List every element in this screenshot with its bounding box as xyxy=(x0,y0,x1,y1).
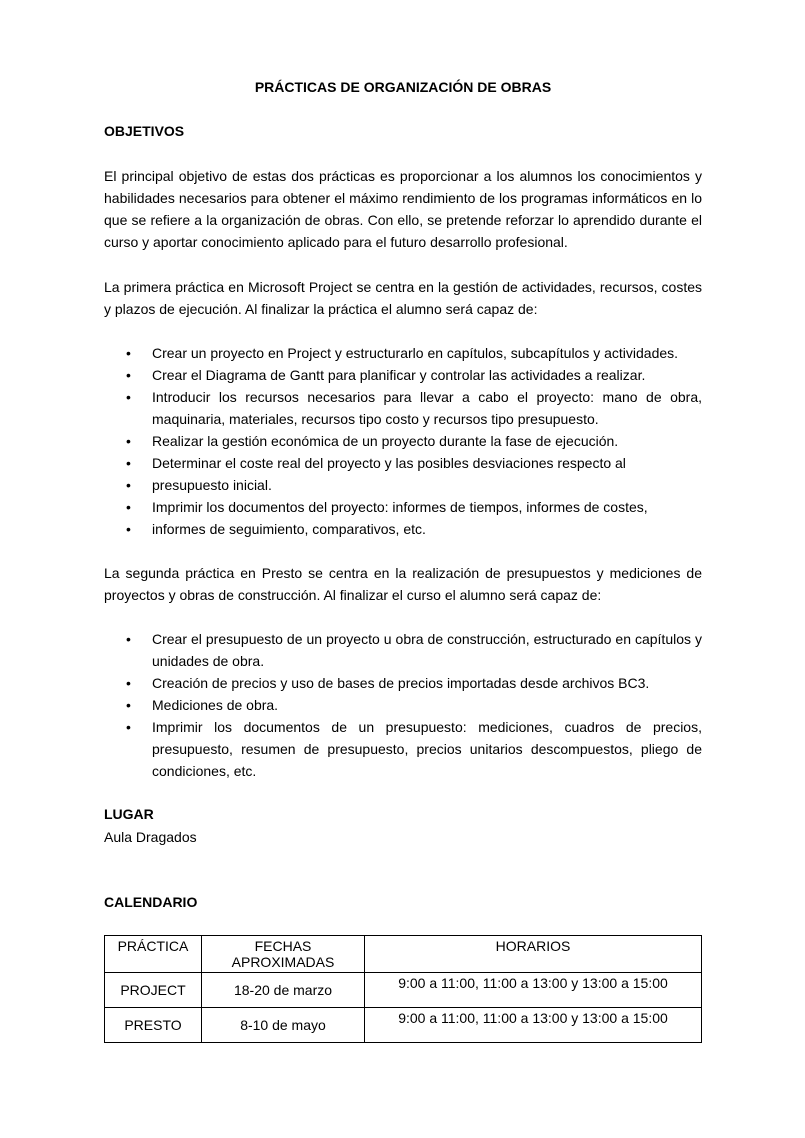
list-item: • Crear el presupuesto de un proyecto u obra de construcción, estructurado en capítulos y unidades de obra. xyxy=(104,628,702,672)
bullet-icon: • xyxy=(126,455,131,471)
cell-practica: PRESTO xyxy=(105,1008,202,1043)
header-practica: PRÁCTICA xyxy=(105,936,202,973)
header-fechas: FECHAS APROXIMADAS xyxy=(202,936,365,973)
list-item: • Mediciones de obra. xyxy=(104,694,702,716)
objetivos-heading: OBJETIVOS xyxy=(104,123,185,139)
cell-fechas: 18-20 de marzo xyxy=(202,973,365,1008)
bullet-icon: • xyxy=(126,697,131,713)
bullet-icon: • xyxy=(126,719,131,735)
header-horarios: HORARIOS xyxy=(365,936,702,973)
calendar-table xyxy=(104,935,702,1043)
list-item: • Introducir los recursos necesarios para llevar a cabo el proyecto: mano de obra, maquinaria, materiales, recursos tipo costo y recursos tipo presupuesto. xyxy=(104,386,702,430)
objetivos-paragraph-2: La primera práctica en Microsoft Project se centra en la gestión de actividades, recursos, costes y plazos de ejecución. Al finalizar la práctica el alumno será capaz de: xyxy=(104,279,702,317)
list-item: • Crear un proyecto en Project y estructurarlo en capítulos, subcapítulos y actividades. xyxy=(104,342,702,364)
bullet-icon: • xyxy=(126,345,131,361)
cell-practica: PROJECT xyxy=(105,973,202,1008)
list-item: • Crear el Diagrama de Gantt para planificar y controlar las actividades a realizar. xyxy=(104,364,702,386)
bullet-icon: • xyxy=(126,521,131,537)
table-row xyxy=(105,1008,702,1043)
bullet-icon: • xyxy=(126,389,131,405)
cell-horarios: 9:00 a 11:00, 11:00 a 13:00 y 13:00 a 15:00 xyxy=(365,1008,702,1043)
project-skills-list xyxy=(104,342,702,540)
bullet-icon: • xyxy=(126,631,131,647)
presto-skills-list xyxy=(104,628,702,782)
list-item: • Realizar la gestión económica de un proyecto durante la fase de ejecución. xyxy=(104,430,702,452)
table-row xyxy=(105,973,702,1008)
objetivos-paragraph-3: La segunda práctica en Presto se centra en la realización de presupuestos y mediciones de proyectos y obras de construcción. Al finalizar el curso el alumno será capaz de: xyxy=(104,565,702,603)
calendario-heading: CALENDARIO xyxy=(104,894,198,910)
list-item: • Creación de precios y uso de bases de precios importadas desde archivos BC3. xyxy=(104,672,702,694)
lugar-value: Aula Dragados xyxy=(104,829,197,845)
document-title: PRÁCTICAS DE ORGANIZACIÓN DE OBRAS xyxy=(254,79,552,95)
bullet-icon: • xyxy=(126,477,131,493)
list-item: • Imprimir los documentos de un presupuesto: mediciones, cuadros de precios, presupuesto, resumen de presupuesto, precios unitarios descompuestos, pliego de condiciones, etc. xyxy=(104,716,702,782)
list-item: • Imprimir los documentos del proyecto: informes de tiempos, informes de costes, xyxy=(104,496,702,518)
table-header-row xyxy=(105,936,702,973)
list-item: • Determinar el coste real del proyecto y las posibles desviaciones respecto al xyxy=(104,452,702,474)
objetivos-paragraph-1: El principal objetivo de estas dos prácticas es proporcionar a los alumnos los conocimientos y habilidades necesarios para obtener el máximo rendimiento de los programas informáticos en lo que se refiere a la organización de obras. Con ello, se pretende reforzar lo aprendido durante el curso y aportar conocimiento aplicado para el futuro desarrollo profesional. xyxy=(104,168,702,250)
bullet-icon: • xyxy=(126,433,131,449)
list-item: • presupuesto inicial. xyxy=(104,474,702,496)
bullet-icon: • xyxy=(126,367,131,383)
cell-fechas: 8-10 de mayo xyxy=(202,1008,365,1043)
lugar-heading: LUGAR xyxy=(104,806,154,822)
list-item: • informes de seguimiento, comparativos, etc. xyxy=(104,518,702,540)
cell-horarios: 9:00 a 11:00, 11:00 a 13:00 y 13:00 a 15:00 xyxy=(365,973,702,1008)
bullet-icon: • xyxy=(126,675,131,691)
bullet-icon: • xyxy=(126,499,131,515)
